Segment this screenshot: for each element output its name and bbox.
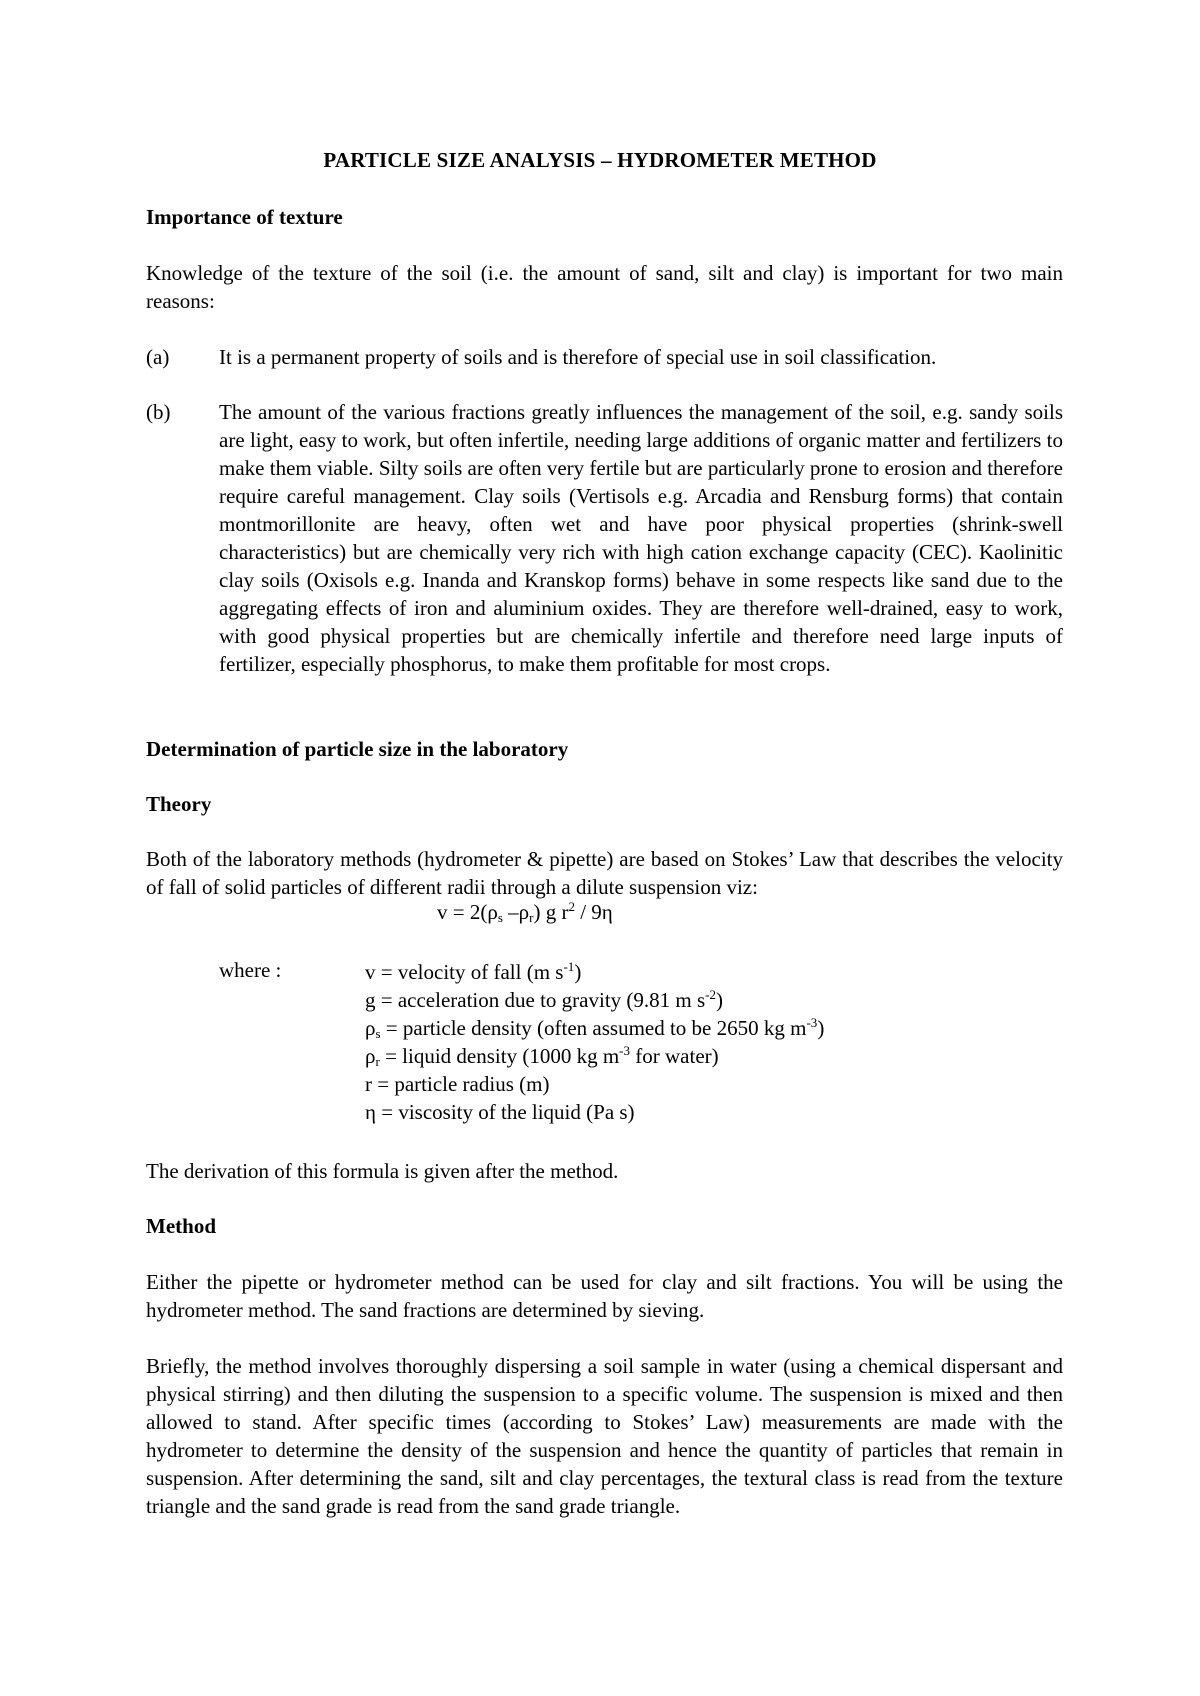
variable-definitions [365, 958, 824, 1126]
section-heading-theory: Theory [146, 792, 212, 816]
definition-particle-density: $\rho_s$ = particle density (often assumed to be 2650 kg $m^{-3}$) [365, 1015, 825, 1041]
definition-liquid-density: $\rho_r$ = liquid density (1000 kg $m^{-3}$ for water) [365, 1043, 719, 1069]
definition-gravity: g = acceleration due to gravity (9.81 m $s^{-2}$) [365, 987, 723, 1012]
paragraph-theory: Both of the laboratory methods (hydrometer & pipette) are based on Stokes’ Law that describes the velocity of fall of solid particles of different radii through a dilute suspension viz: [146, 847, 1063, 899]
list-item-text: The amount of the various fractions greatly influences the management of the soil, e.g. sandy soils are light, easy to work, but often infertile, needing large additions of organic matter and fertilizers to make them viable. Silty soils are often very fertile but are particularly prone to erosion and therefore require careful management. Clay soils (Vertisols e.g. Arcadia and Rensburg forms) that contain montmorillonite are heavy, often wet and have poor physical properties (shrink-swell characteristics) but are chemically very rich with high cation exchange capacity (CEC). Kaolinitic clay soils (Oxisols e.g. Inanda and Kranskop forms) behave in some respects like sand due to the aggregating effects of iron and aluminium oxides. They are therefore well-drained, easy to work, with good physical properties but are chemically infertile and therefore need large inputs of fertilizer, especially phosphorus, to make them profitable for most crops. [219, 400, 1063, 676]
section-heading-method: Method [146, 1214, 216, 1238]
stokes-law-formula: $v = 2(\rho_s$ $-\rho_r$) g $r^2 / 9\eta$ [437, 899, 613, 925]
paragraph-intro: Knowledge of the texture of the soil (i.e. the amount of sand, silt and clay) is important for two main reasons: [146, 261, 1063, 313]
paragraph-method-1: Either the pipette or hydrometer method can be used for clay and silt fractions. You will be using the hydrometer method. The sand fractions are determined by sieving. [146, 1270, 1063, 1322]
document-title: PARTICLE SIZE ANALYSIS – HYDROMETER METHOD [323, 148, 877, 172]
list-item-a [146, 343, 1063, 371]
definition-velocity: v = velocity of fall (m $s^{-1}$) [365, 959, 582, 984]
paragraph-derivation: The derivation of this formula is given after the method. [146, 1159, 619, 1183]
list-item-b [146, 398, 1063, 678]
where-label: where : [219, 958, 282, 982]
paragraph-method-2: Briefly, the method involves thoroughly dispersing a soil sample in water (using a chemical dispersant and physical stirring) and then diluting the suspension to a specific volume. The suspension is mixed and then allowed to stand. After specific times (according to Stokes’ Law) measurements are made with the hydrometer to determine the density of the suspension and hence the quantity of particles that remain in suspension. After determining the sand, silt and clay percentages, the textural class is read from the texture triangle and the sand grade is read from the sand grade triangle. [146, 1354, 1063, 1518]
section-heading-determination: Determination of particle size in the laboratory [146, 737, 569, 761]
definition-radius: r = particle radius (m) [365, 1072, 550, 1096]
list-item-text: It is a permanent property of soils and is therefore of special use in soil classification. [219, 345, 937, 369]
list-item-label: (a) [146, 345, 170, 369]
section-heading-importance: Importance of texture [146, 205, 343, 229]
definition-viscosity: η = viscosity of the liquid (Pa s) [365, 1100, 635, 1124]
list-item-label: (b) [146, 400, 171, 424]
